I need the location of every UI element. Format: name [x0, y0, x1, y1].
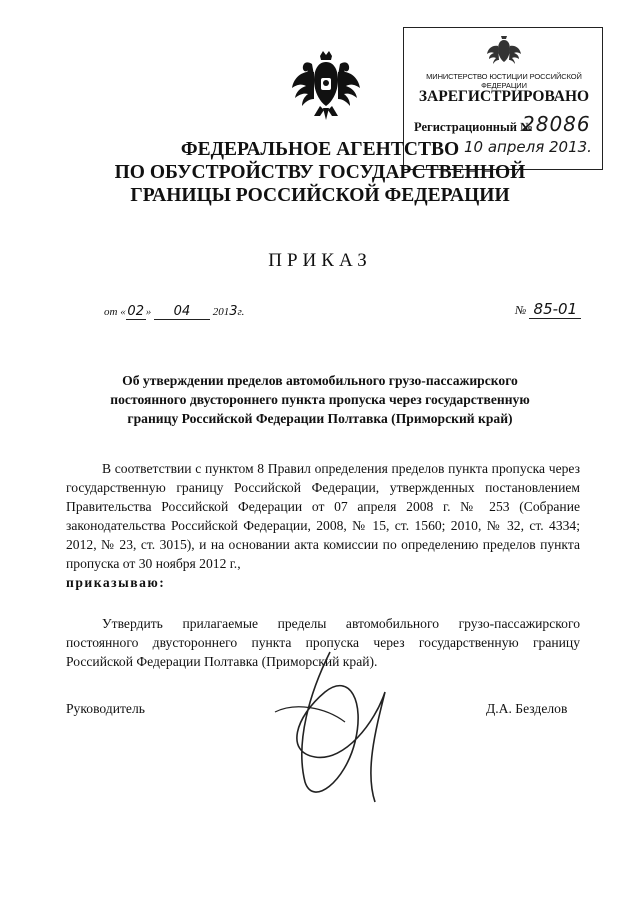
- stamp-registration-number: 28086: [522, 112, 591, 136]
- order-heading: Об утверждении пределов автомобильного грузо-пассажирского постоянного двустороннего пункта пропуска через государственную границу Российской Федерации Полтавка (Приморский край): [110, 373, 530, 426]
- date-month: 04: [154, 304, 210, 320]
- signature-icon: [255, 632, 405, 812]
- signer-position: Руководитель: [66, 701, 145, 716]
- date-prefix: от «: [104, 306, 126, 318]
- agency-line: ГРАНИЦЫ РОССИЙСКОЙ ФЕДЕРАЦИИ: [130, 185, 510, 206]
- date-year-prefix: 201: [212, 306, 230, 318]
- order-number: [515, 300, 581, 319]
- coat-of-arms-emblem-icon: [290, 50, 362, 122]
- number-value: 85-01: [529, 300, 581, 319]
- document-type-title: ПРИКАЗ: [268, 250, 372, 271]
- order-date: [104, 304, 244, 320]
- stamp-number-label: Регистрационный №: [414, 120, 533, 134]
- stamp-emblem-icon: [487, 36, 521, 68]
- operative-paragraph: Утвердить прилагаемые пределы автомобильного грузо-пассажирского постоянного двустороннего пункта пропуска через государственную границу Российской Федерации Полтавка (Приморский край).: [66, 616, 580, 669]
- preamble-paragraph: [66, 459, 580, 592]
- agency-line: ФЕДЕРАЛЬНОЕ АГЕНТСТВО: [180, 139, 460, 160]
- stamp-registration-date: 10 апреля 2013.: [464, 138, 592, 156]
- date-day: 02: [127, 304, 144, 319]
- order-word: приказываю:: [66, 575, 166, 590]
- number-prefix: №: [515, 303, 527, 317]
- stamp-registered-text: ЗАРЕГИСТРИРОВАНО: [418, 88, 590, 105]
- agency-name: [60, 138, 580, 207]
- date-year-digit: 3: [229, 304, 238, 319]
- date-mid: »: [145, 306, 152, 318]
- signer-name: Д.А. Безделов: [486, 701, 568, 716]
- preamble-text: В соответствии с пунктом 8 Правил определения пределов пункта пропуска через государственную границу Российской Федерации, утвержденных постановлением Правительства Российской Федерации от 07 апреля 2008 г. № 253 (Собрание законодательства Российской Федерации, 2008, № 15, ст. 1560; 2010, № 32, ст. 4334; 2012, № 23, ст. 3015), и на основании акта комиссии по определению пределов пункта пропуска от 30 ноября 2012 г.,: [66, 461, 580, 571]
- date-suffix: г.: [237, 306, 245, 318]
- agency-line: ПО ОБУСТРОЙСТВУ ГОСУДАРСТВЕННОЙ: [114, 162, 526, 183]
- stamp-ministry-text: МИНИСТЕРСТВО ЮСТИЦИИ РОССИЙСКОЙ ФЕДЕРАЦИИ: [426, 72, 582, 90]
